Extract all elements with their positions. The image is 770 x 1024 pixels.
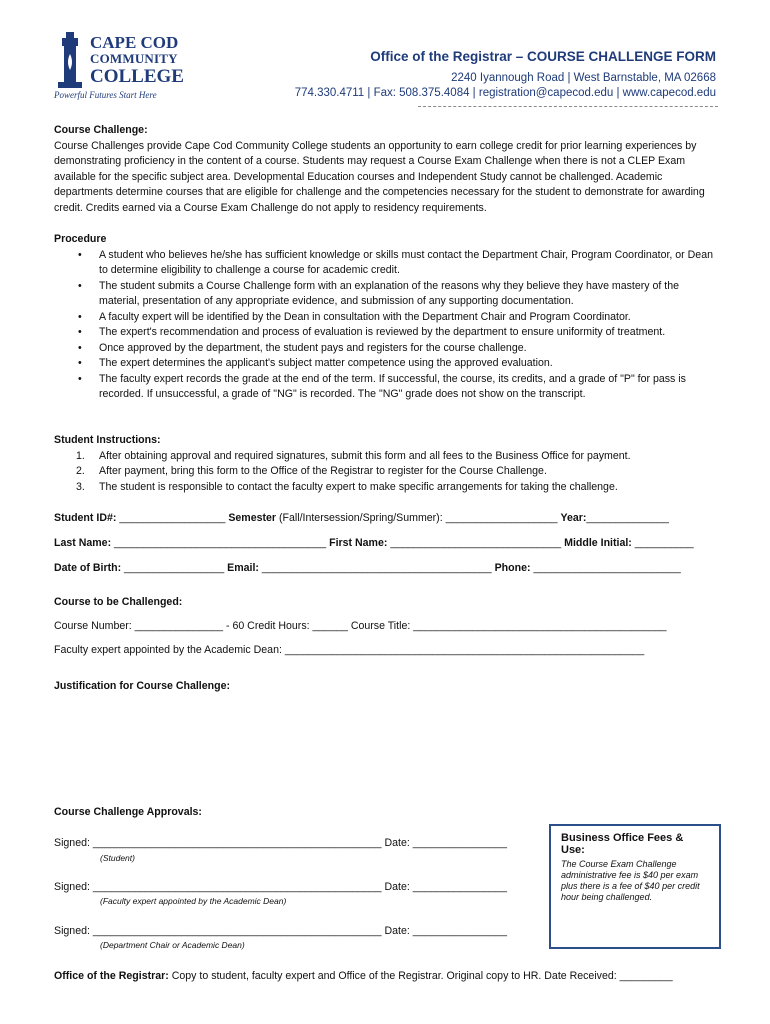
name-row [54,537,694,549]
list-item: • The student submits a Course Challenge form with an explanation of the reasons why they believe they have mastery of the material, presentation of any appropriate evidence, and submission of any supporting documentation. [54,279,720,310]
justification-heading: Justification for Course Challenge: [54,680,230,692]
step-text: After payment, bring this form to the Office of the Registrar to register for the Course Challenge. [99,465,547,477]
course-number-row[interactable]: Course Number: _______________ - 60 Credit Hours: ______ Course Title: ___________________________________________ [54,620,667,632]
approvals-heading: Course Challenge Approvals: [54,806,202,818]
dob-field[interactable]: _________________ [121,562,228,574]
list-item: • The expert's recommendation and process of evaluation is reviewed by the department to ensure uniformity of treatment. [54,325,720,341]
step-number: 1. [76,449,85,462]
email-field[interactable]: _______________________________________ [258,562,495,574]
dob-label: Date of Birth: [54,562,122,574]
procedure-list [54,248,720,403]
office-contact: 774.330.4711 | Fax: 508.375.4084 | registration@capecod.edu | www.capecod.edu [294,87,716,99]
instructions-heading: Student Instructions: [54,434,161,446]
course-heading: Course to be Challenged: [54,596,183,608]
business-office-box [549,824,721,949]
last-name-field[interactable]: ____________________________________ [111,537,330,549]
justification-area[interactable] [54,698,720,794]
last-name-label: Last Name: [54,537,112,549]
list-item [54,449,720,465]
signature-line-dean[interactable]: Signed: _________________________________________________ Date: ________________ [54,925,508,937]
lighthouse-icon [54,32,86,88]
list-item: • A faculty expert will be identified by the Dean in consultation with the Department Chair and Program Coordinator. [54,310,720,326]
signature-line-student[interactable]: Signed: _________________________________________________ Date: ________________ [54,837,508,849]
list-item: • The faculty expert records the grade at the end of the term. If successful, the course, its credits, and a grade of "P" for pass is recorded. If unsuccessful, a grade of "NG" is recorded. The "NG" grade does not show on the transcript. [54,372,720,403]
header-divider [418,106,718,107]
logo-line-2: COMMUNITY [90,51,178,66]
procedure-section [54,232,720,403]
signature-role-faculty: (Faculty expert appointed by the Academic Dean) [100,896,287,906]
student-id-field[interactable]: __________________ [116,512,229,524]
year-label: Year: [560,512,587,524]
list-item [54,464,720,480]
middle-initial-label: Middle Initial: [564,537,632,549]
instructions-section [54,433,720,495]
footer-text: Copy to student, faculty expert and Office of the Registrar. Original copy to HR. Date Received: _________ [168,970,673,982]
first-name-label: First Name: [329,537,388,549]
signature-line-faculty[interactable]: Signed: _________________________________________________ Date: ________________ [54,881,508,893]
student-id-row [54,512,669,524]
procedure-heading: Procedure [54,233,107,245]
list-item: • Once approved by the department, the student pays and registers for the course challenge. [54,341,720,357]
step-number: 2. [76,465,85,477]
college-logo [52,32,182,102]
instructions-list [54,449,720,496]
logo-tagline: Powerful Futures Start Here [54,90,157,100]
middle-initial-field[interactable]: __________ [631,537,694,549]
footer-note [54,970,673,982]
logo-line-3: COLLEGE [90,66,184,87]
year-field[interactable]: ______________ [586,512,669,524]
signature-role-dean: (Department Chair or Academic Dean) [100,940,245,950]
intro-section [54,123,720,216]
phone-label: Phone: [494,562,531,574]
step-text: The student is responsible to contact the faculty expert to make specific arrangements for taking the challenge. [99,480,618,493]
fee-box-text: The Course Exam Challenge administrative fee is $40 per exam plus there is a fee of $40 per credit hour being challenged. [561,859,700,902]
form-title: Office of the Registrar – COURSE CHALLENGE FORM [370,49,716,64]
step-text: After obtaining approval and required signatures, submit this form and all fees to the Business Office for payment. [99,449,631,462]
phone-field[interactable]: _________________________ [530,562,681,574]
signature-role-student: (Student) [100,853,135,863]
email-label: Email: [227,562,259,574]
contact-row [54,562,681,574]
semester-label: Semester [228,512,277,524]
faculty-expert-row[interactable]: Faculty expert appointed by the Academic Dean: _____________________________________________________________ [54,644,645,656]
list-item [54,480,720,496]
semester-field[interactable]: (Fall/Intersession/Spring/Summer): ___________________ [276,512,561,524]
student-id-label: Student ID#: [54,512,117,524]
intro-text: Course Challenges provide Cape Cod Community College students an opportunity to earn college credit for prior learning experiences by demonstrating proficiency in the content of a course. Students may request a Course Exam Challenge when there is not a CLEP Exam available for the specific subject area. Developmental Education courses and Independent Study cannot be challenged. Academic departments determine courses that are eligible for challenge and the competencies necessary for the student to demonstrate for awarding credit. Credits earned via a Course Exam Challenge do not apply to residency requirements. [54,139,705,214]
step-number: 3. [76,480,85,493]
intro-heading: Course Challenge: [54,124,148,136]
logo-line-1: CAPE COD [90,33,179,52]
first-name-field[interactable]: _____________________________ [387,537,565,549]
footer-label: Office of the Registrar: [54,970,169,982]
fee-box-title: Business Office Fees & Use: [561,832,684,856]
list-item: • The expert determines the applicant's subject matter competence using the approved evaluation. [54,356,720,372]
office-address: 2240 Iyannough Road | West Barnstable, MA 02668 [451,72,716,84]
list-item: • A student who believes he/she has sufficient knowledge or skills must contact the Department Chair, Program Coordinator, or Dean to determine eligibility to challenge a course for academic credit. [54,248,720,279]
